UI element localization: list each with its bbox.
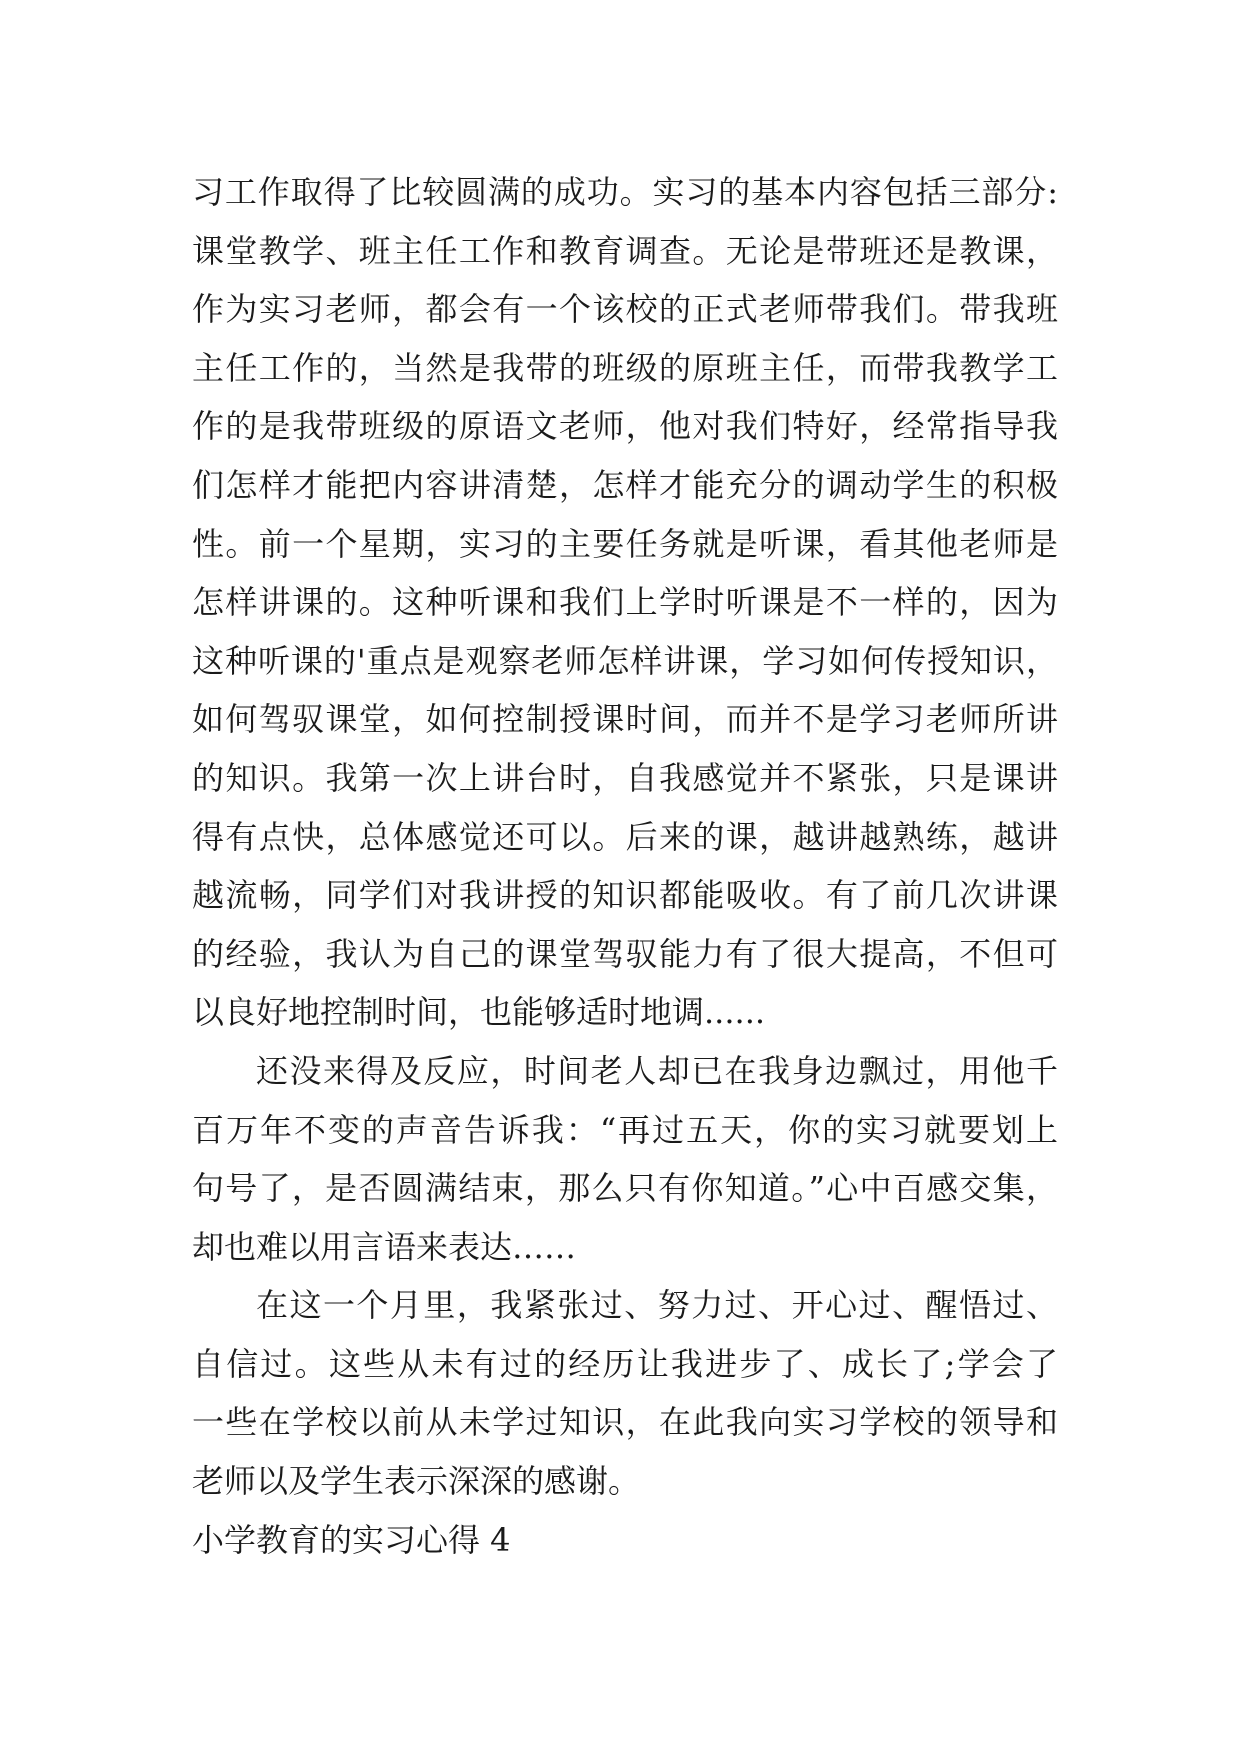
paragraph-time-passing: [192, 1042, 1058, 1276]
text-line: 还没来得及反应，时间老人却已在我身边飘过，用他千: [256, 1051, 1058, 1090]
text-line: 主任工作的，当然是我带的班级的原班主任，而带我教学工: [192, 348, 1058, 387]
text-line: 句号了，是否圆满结束，那么只有你知道。”心中百感交集，: [192, 1169, 1058, 1208]
text-line: 如何驾驭课堂，如何控制授课时间，而并不是学习老师所讲: [192, 700, 1058, 739]
text-line: 习工作取得了比较圆满的成功。实习的基本内容包括三部分:: [192, 173, 1058, 211]
text-line: 自信过。这些从未有过的经历让我进步了、成长了;学会了: [192, 1344, 1058, 1383]
text-line: 性。前一个星期，实习的主要任务就是听课，看其他老师是: [192, 524, 1058, 563]
text-line: 的经验，我认为自己的课堂驾驭能力有了很大提高，不但可: [192, 934, 1058, 973]
text-line: 得有点快，总体感觉还可以。后来的课，越讲越熟练，越讲: [192, 817, 1058, 856]
section-heading: 小学教育的实习心得 4: [192, 1520, 511, 1559]
text-line: 怎样讲课的。这种听课和我们上学时听课是不一样的，因为: [192, 583, 1058, 622]
paragraph-gratitude: [192, 1276, 1058, 1510]
paragraph-internship-content: [192, 163, 1058, 1042]
text-line: 百万年不变的声音告诉我：“再过五天，你的实习就要划上: [192, 1110, 1058, 1149]
document-body: [192, 163, 1058, 1569]
text-line: 以良好地控制时间，也能够适时地调......: [192, 993, 766, 1032]
text-line: 在这一个月里，我紧张过、努力过、开心过、醒悟过、: [256, 1286, 1058, 1325]
text-line: 一些在学校以前从未学过知识，在此我向实习学校的领导和: [192, 1403, 1058, 1442]
text-line: 老师以及学生表示深深的感谢。: [192, 1462, 641, 1501]
text-line: 课堂教学、班主任工作和教育调查。无论是带班还是教课，: [192, 231, 1058, 270]
text-line: 们怎样才能把内容讲清楚，怎样才能充分的调动学生的积极: [192, 465, 1058, 504]
text-line: 却也难以用言语来表达……: [192, 1227, 577, 1266]
text-line: 作为实习老师，都会有一个该校的正式老师带我们。带我班: [192, 290, 1058, 329]
text-line: 作的是我带班级的原语文老师，他对我们特好，经常指导我: [192, 407, 1058, 446]
text-line: 越流畅，同学们对我讲授的知识都能吸收。有了前几次讲课: [192, 876, 1058, 915]
text-line: 的知识。我第一次上讲台时，自我感觉并不紧张，只是课讲: [192, 758, 1058, 797]
text-line: 这种听课的'重点是观察老师怎样讲课，学习如何传授知识，: [192, 641, 1058, 680]
